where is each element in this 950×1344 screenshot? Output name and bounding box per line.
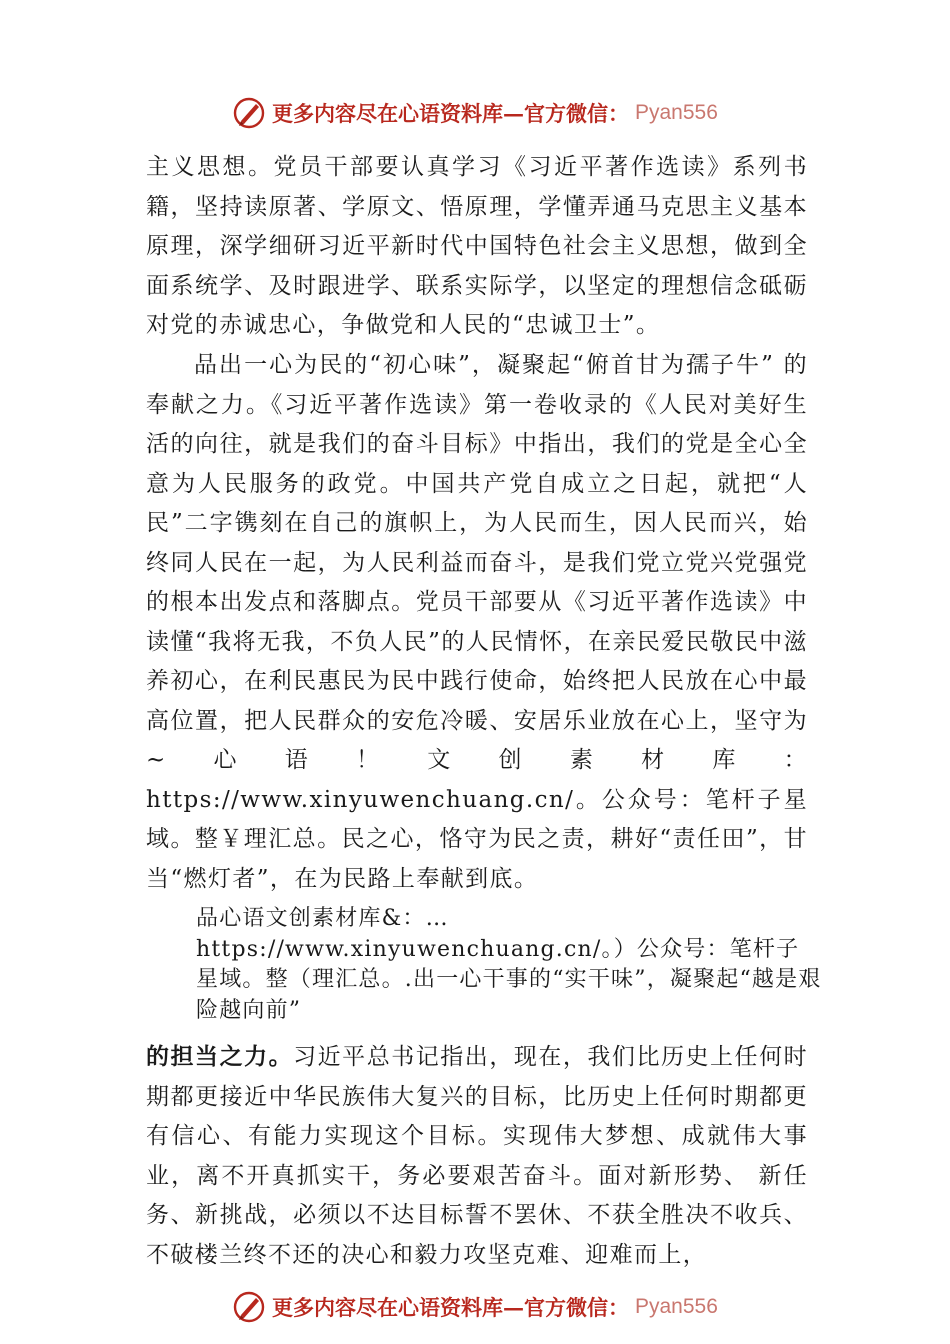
footer-brand-text: 更多内容尽在心语资料库—官方微信： (272, 1295, 629, 1320)
pen-logo-icon (232, 96, 266, 130)
header-wechat-id: Pyan556 (635, 101, 718, 124)
footer-banner (232, 1290, 718, 1324)
quote-block: 品心语文创素材库&：…https://www.xinyuwenchuang.cn/。）公众号：笔杆子星域。整（理汇总。.出一心干事的“实干味”，凝聚起“越是艰险越向前” (196, 906, 822, 1023)
pen-logo-icon (232, 1290, 266, 1324)
footer-wechat-id: Pyan556 (635, 1295, 718, 1318)
header-brand-text: 更多内容尽在心语资料库—官方微信： (272, 101, 629, 126)
paragraph-3-text: 习近平总书记指出，现在，我们比历史上任何时期都更接近中华民族伟大复兴的目标，比历史上任何时期都更有信心、有能力实现这个目标。实现伟大梦想、成就伟大事业，离不开真抓实干，务必要艰苦奋斗。面对新形势、 新任务、新挑战，必须以不达目标誓不罢休、不获全胜决不收兵、不破楼兰终不还的决心和毅力攻坚克难、迎难而上， (146, 1044, 808, 1268)
paragraph-3 (146, 1038, 808, 1275)
paragraph-1: 主义思想。党员干部要认真学习《习近平著作选读》系列书籍，坚持读原著、学原文、悟原理，学懂弄通马克思主义基本原理，深学细研习近平新时代中国特色社会主义思想，做到全面系统学、及时跟进学、联系实际学，以坚定的理想信念砥砺对党的赤诚忠心，争做党和人民的“忠诚卫士”。 (146, 154, 808, 338)
paragraph-2: 品出一心为民的“初心味”，凝聚起“俯首甘为孺子牛” 的奉献之力。《习近平著作选读》第一卷收录的《人民对美好生活的向往，就是我们的奋斗目标》中指出，我们的党是全心全意为人民服务的政党。中国共产党自成立之日起，就把“人民”二字镌刻在自己的旗帜上，为人民而生，因人民而兴，始终同人民在一起，为人民利益而奋斗，是我们党立党兴党强党的根本出发点和落脚点。党员干部要从《习近平著作选读》中读懂“我将无我，不负人民”的人民情怀，在亲民爱民敬民中滋养初心，在利民惠民为民中践行使命，始终把人民放在心中最高位置，把人民群众的安危冷暖、安居乐业放在心上，坚守为~心语！文创素材库：https://www.xinyuwenchuang.cn/。公众号：笔杆子星域。整￥理汇总。民之心，恪守为民之责，耕好“责任田”，甘当“燃灯者”，在为民路上奉献到底。 (146, 352, 808, 892)
header-banner (232, 96, 718, 130)
paragraph-3-lead: 的担当之力。 (146, 1044, 294, 1070)
